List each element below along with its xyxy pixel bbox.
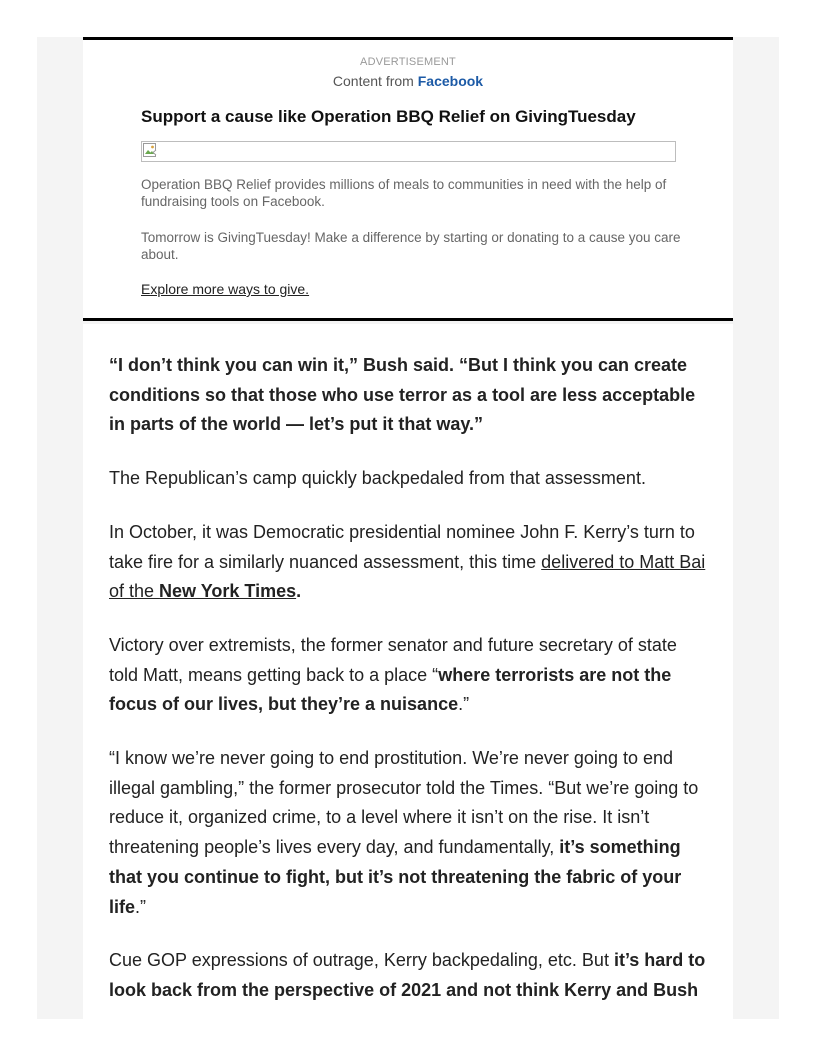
ad-paragraph: Tomorrow is GivingTuesday! Make a difference by starting or donating to a cause you care about. <box>141 230 681 262</box>
article-paragraph <box>109 744 707 922</box>
bold-text: where terrorists are not the focus of our lives, but they’re a nuisance <box>109 664 672 715</box>
ad-paragraph: Operation BBQ Relief provides millions of meals to communities in need with the help of fundraising tools on Facebook. <box>141 177 667 209</box>
link-bold-text: New York Times <box>159 581 297 602</box>
article-paragraph: The Republican’s camp quickly backpedaled from that assessment. <box>109 468 646 489</box>
paragraph-text: Victory over extremists, the former senator and future secretary of state told Matt, means getting back to a place “ <box>109 634 677 685</box>
paragraph-text: Cue GOP expressions of outrage, Kerry backpedaling, etc. But <box>109 950 614 971</box>
paragraph-end: .” <box>135 896 147 917</box>
ad-label: ADVERTISEMENT <box>360 56 456 68</box>
ad-source-prefix: Content from <box>332 73 418 89</box>
paragraph-end: .” <box>458 694 470 715</box>
bold-text: it’s something that you continue to fight, but it’s not threatening the fabric of your life <box>109 837 682 917</box>
article-paragraph <box>109 351 707 440</box>
bold-quote: “I don’t think you can win it,” Bush said. “But I think you can create conditions so that those who use terror as a tool are less acceptable in parts of the world — let’s put it that way.” <box>109 355 696 435</box>
broken-image-icon <box>143 143 157 158</box>
link-text: delivered to Matt Bai of the <box>109 551 706 602</box>
bold-text: it’s hard to look back from the perspective of 2021 and not think Kerry and Bush <box>109 950 706 1000</box>
paragraph-text: “I know we’re never going to end prostitution. We’re never going to end illegal gambling,” the former prosecutor told the Times. “But we’re going to reduce it, organized crime, to a level where it isn’t on the rise. It isn’t threatening people’s lives every day, and fundamentally, <box>109 748 699 858</box>
article-paragraph <box>109 518 707 607</box>
email-frame <box>37 37 779 1019</box>
ad-image[interactable] <box>141 141 676 162</box>
ad-source-brand: Facebook <box>417 73 484 89</box>
period: . <box>296 581 302 602</box>
ad-title: Support a cause like Operation BBQ Relief on GivingTuesday <box>141 107 636 126</box>
article-paragraph <box>109 631 707 720</box>
article-paragraph <box>109 946 707 1005</box>
advertisement-block <box>83 37 733 321</box>
paragraph-text: In October, it was Democratic presidential nominee John F. Kerry’s turn to take fire for a similarly nuanced assessment, this time <box>109 521 695 572</box>
article-body <box>83 324 733 1019</box>
explore-ways-link[interactable]: Explore more ways to give. <box>141 281 310 297</box>
ad-source <box>83 73 733 89</box>
